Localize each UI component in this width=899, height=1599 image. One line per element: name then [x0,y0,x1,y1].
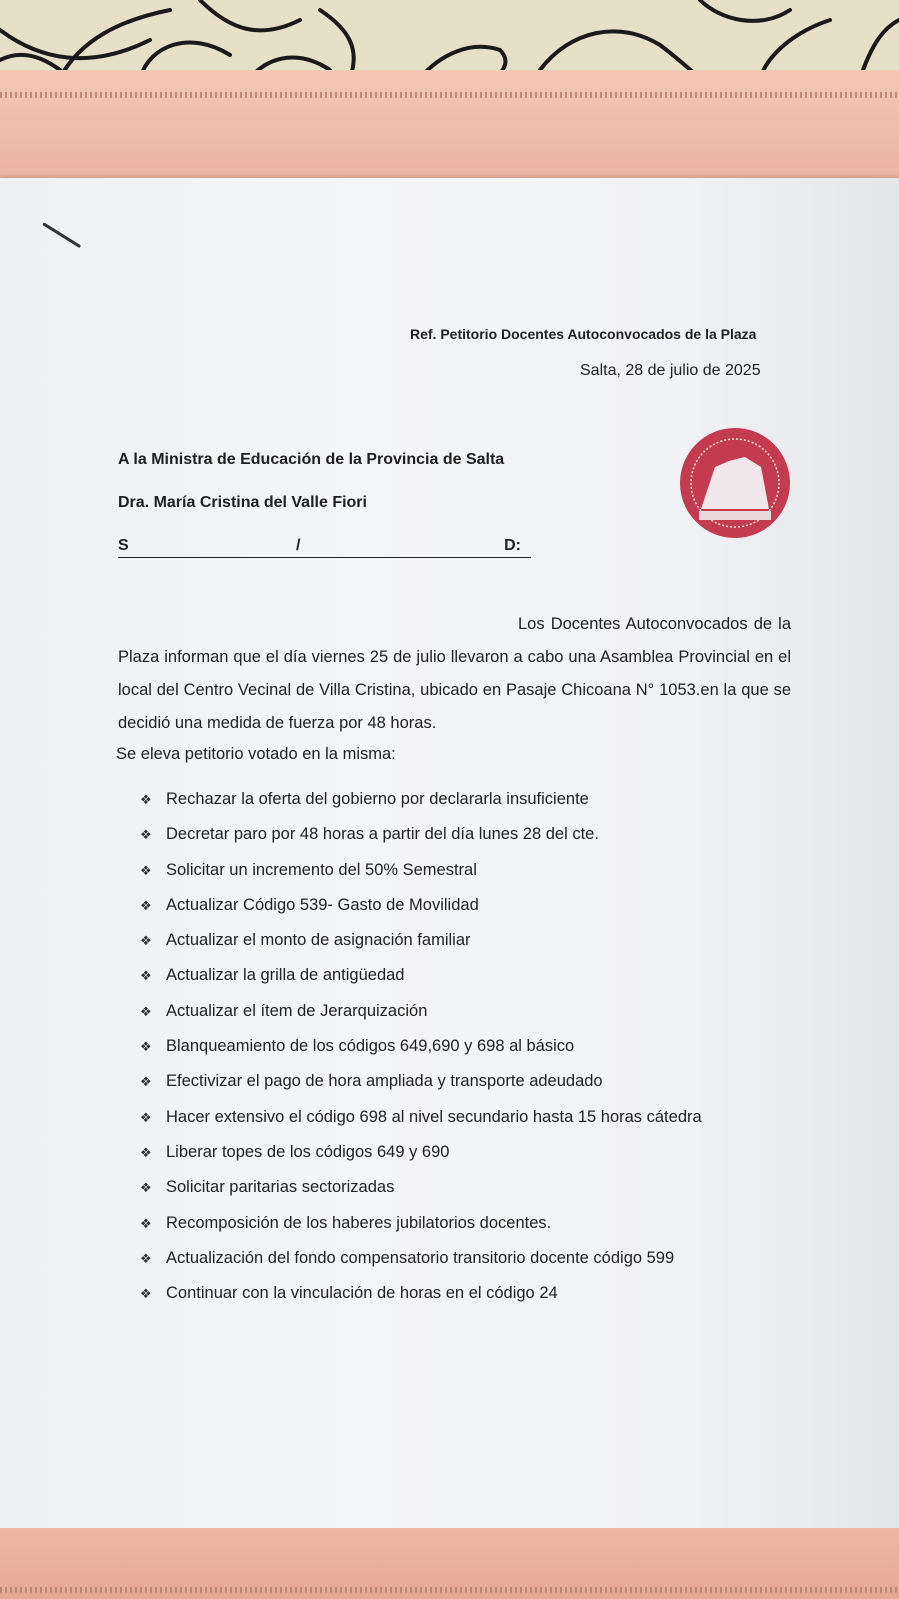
diamond-bullet-icon: ❖ [140,897,152,913]
diamond-bullet-icon: ❖ [140,1039,152,1055]
body-paragraph [118,608,791,740]
diamond-bullet-icon: ❖ [140,1003,152,1019]
letter-date: Salta, 28 de julio de 2025 [580,362,761,379]
diamond-bullet-icon: ❖ [140,1144,152,1160]
list-item: ❖ Liberar topes de los códigos 649 y 690 [140,1142,450,1161]
list-item: ❖ Efectivizar el pago de hora ampliada y transporte adeudado [140,1072,603,1091]
folder-perforation [0,1587,899,1593]
petition-intro: Se eleva petitorio votado en la misma: [116,745,396,763]
fabric-background [0,0,899,78]
list-item: ❖ Actualizar la grilla de antigüedad [140,966,405,985]
recipient-title: A la Ministra de Educación de la Provincia de Salta [118,451,505,468]
list-item: ❖ Actualizar el monto de asignación familiar [140,931,471,950]
diamond-bullet-icon: ❖ [140,862,152,878]
diamond-bullet-icon: ❖ [140,1109,152,1125]
list-item: ❖ Recomposición de los haberes jubilatorios docentes. [140,1213,552,1232]
salutation-start: S [118,537,129,554]
floral-pattern-icon [0,0,899,78]
diamond-bullet-icon: ❖ [140,1286,152,1302]
petition-list [140,790,820,1319]
diamond-bullet-icon: ❖ [140,968,152,984]
list-item: ❖ Decretar paro por 48 horas a partir del día lunes 28 del cte. [140,825,599,844]
salutation-line [118,537,531,558]
list-item: ❖ Continuar con la vinculación de horas en el código 24 [140,1284,558,1303]
list-item: ❖ Blanqueamiento de los códigos 649,690 y 698 al básico [140,1037,575,1056]
recipient-name: Dra. María Cristina del Valle Fiori [118,494,367,511]
diamond-bullet-icon: ❖ [140,933,152,949]
reference-line: Ref. Petitorio Docentes Autoconvocados de la Plaza [410,326,757,342]
assembly-seal-icon [679,427,791,539]
diamond-bullet-icon: ❖ [140,1180,152,1196]
diamond-bullet-icon: ❖ [140,1074,152,1090]
folder-bottom [0,1525,899,1599]
list-item: ❖ Actualizar Código 539- Gasto de Movilidad [140,895,479,914]
body-first-line: Los Docentes Autoconvocados [518,615,748,633]
folder-top [0,70,899,185]
folder-perforation [0,92,899,98]
list-item: ❖ Solicitar un incremento del 50% Semestral [140,860,477,879]
list-item: ❖ Rechazar la oferta del gobierno por declararla insuficiente [140,790,589,808]
list-item: ❖ Actualización del fondo compensatorio transitorio docente código 599 [140,1248,675,1267]
list-item: ❖ Solicitar paritarias sectorizadas [140,1178,395,1197]
diamond-bullet-icon: ❖ [140,792,152,807]
salutation-mid: / [296,537,301,554]
list-item: ❖ Actualizar el ítem de Jerarquización [140,1001,428,1020]
diamond-bullet-icon: ❖ [140,1250,152,1266]
diamond-bullet-icon: ❖ [140,827,152,843]
body-paragraph-text: de la Plaza informan que el día viernes 25 de julio llevaron a cabo una Asamblea Provincial en el local del Centro Vecinal de Villa Cristina, ubicado en Pasaje Chicoana N° 1053.en la que se decidió una medida de fuerza por 48 horas. [118,615,791,732]
list-item: ❖ Hacer extensivo el código 698 al nivel secundario hasta 15 horas cátedra [140,1107,702,1126]
salutation-end: D: [504,537,521,554]
diamond-bullet-icon: ❖ [140,1215,152,1231]
